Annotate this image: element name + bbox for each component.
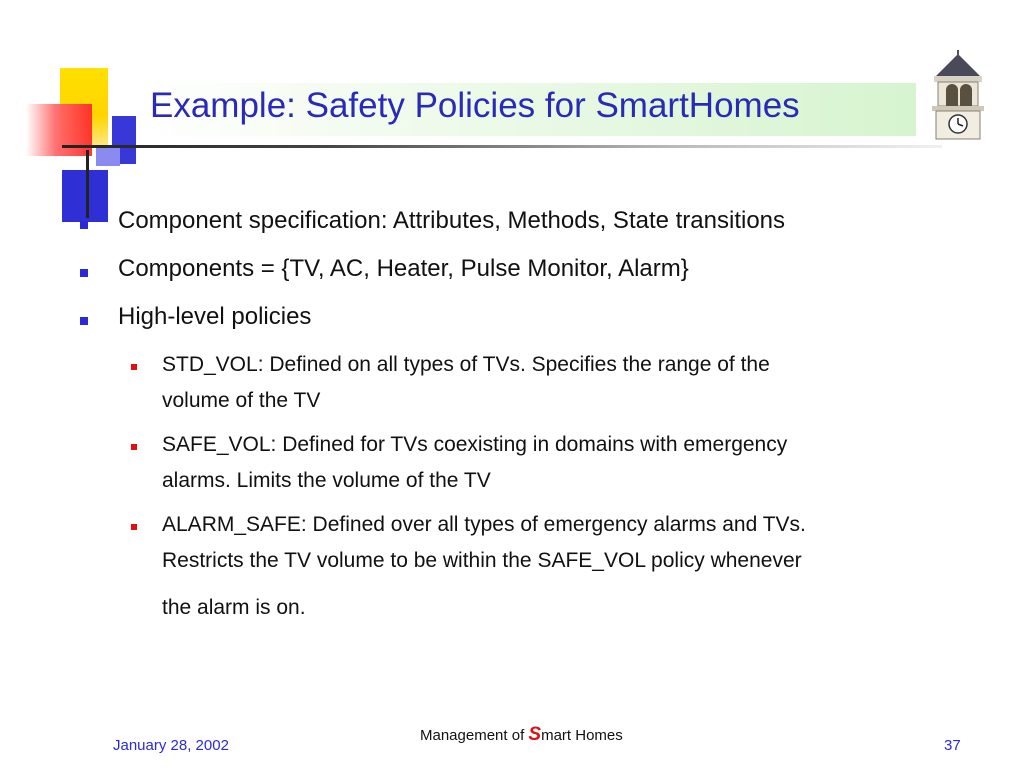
decor-blue-square-small: [96, 148, 120, 166]
bullet-component-specification: Component specification: Attributes, Methods, State transitions: [118, 207, 786, 234]
bullet-marker: [80, 269, 88, 277]
footer-date: January 28, 2002: [113, 737, 229, 754]
clock-tower-icon: [918, 50, 998, 140]
bullet-marker: [80, 317, 88, 325]
bullet-components: Components = {TV, AC, Heater, Pulse Monitor, Alarm}: [118, 255, 689, 282]
footer-title-prefix: Management of: [420, 727, 529, 744]
sub-bullet-safe-vol-line-1: SAFE_VOL: Defined for TVs coexisting in domains with emergency: [162, 433, 788, 456]
footer-title: [420, 724, 623, 746]
sub-bullet-std-vol-line-2: volume of the TV: [162, 389, 321, 412]
slide-title: Example: Safety Policies for SmartHomes: [150, 86, 800, 125]
sub-bullet-alarm-safe-line-1: ALARM_SAFE: Defined over all types of emergency alarms and TVs.: [162, 513, 806, 536]
footer-title-suffix: mart Homes: [541, 727, 623, 744]
bullet-marker: [80, 221, 88, 229]
sub-bullet-safe-vol-line-2: alarms. Limits the volume of the TV: [162, 469, 491, 492]
decor-blue-square-bottom: [62, 170, 108, 222]
title-underline: [62, 145, 942, 148]
sub-bullet-marker: [131, 524, 137, 530]
footer-title-letter: S: [528, 724, 542, 745]
bullet-high-level-policies: High-level policies: [118, 303, 312, 330]
decor-red-square: [26, 104, 92, 156]
sub-bullet-marker: [131, 364, 137, 370]
sub-bullet-alarm-safe-line-3: the alarm is on.: [162, 596, 306, 619]
decor-vertical-line: [86, 150, 89, 218]
sub-bullet-marker: [131, 444, 137, 450]
sub-bullet-alarm-safe-line-2: Restricts the TV volume to be within the SAFE_VOL policy whenever: [162, 549, 802, 572]
page-number: 37: [944, 737, 961, 754]
sub-bullet-std-vol-line-1: STD_VOL: Defined on all types of TVs. Specifies the range of the: [162, 353, 770, 376]
